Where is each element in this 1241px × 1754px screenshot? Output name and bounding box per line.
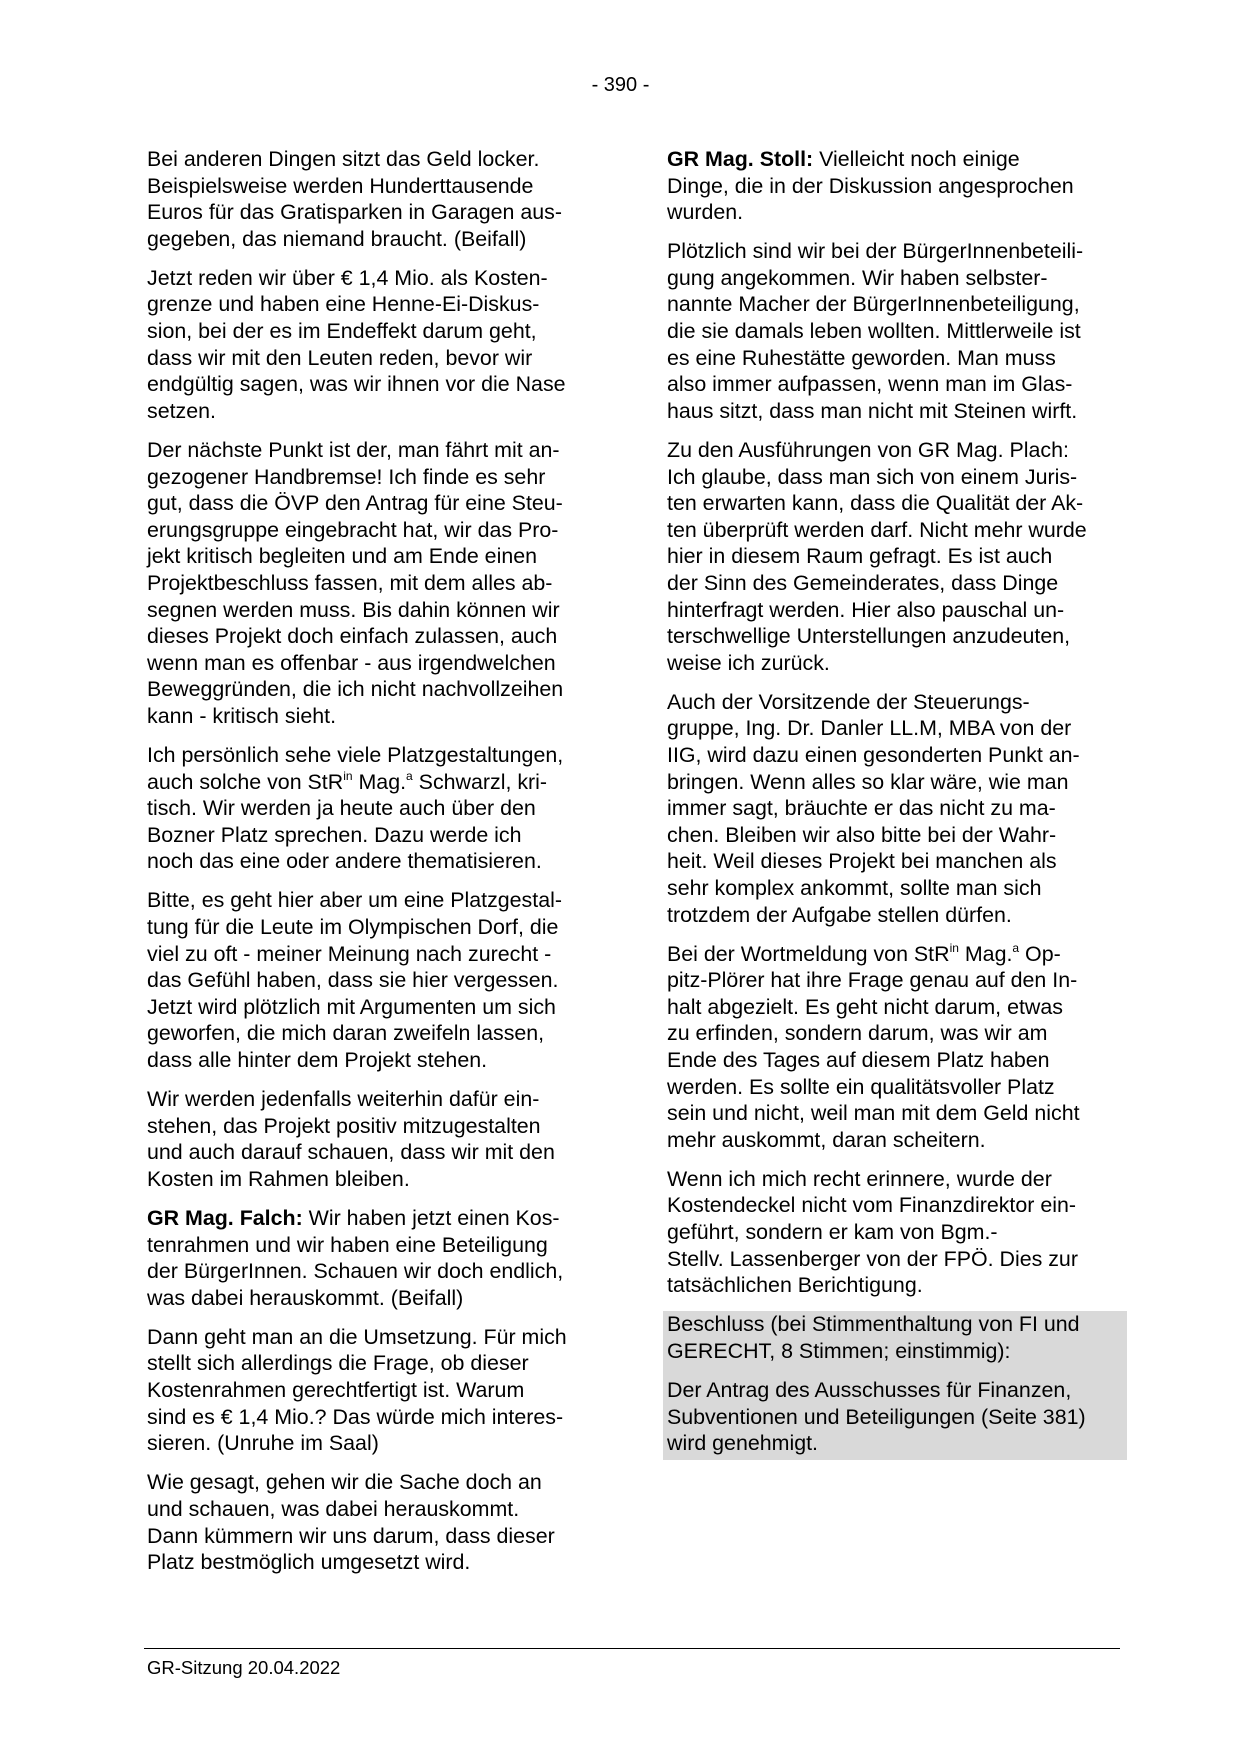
paragraph: Jetzt reden wir über € 1,4 Mio. als Kosten- grenze und haben eine Henne-Ei-Diskus- sion, bei der es im Endeffekt darum geht, dass wir mit den Leuten reden, bevor wir endgültig sagen, was wir ihnen vor die Nase setzen. xyxy=(147,265,566,423)
paragraph: Zu den Ausführungen von GR Mag. Plach: Ich glaube, dass man sich von einem Juris- ten erwarten kann, dass die Qualität der Ak- ten überprüft werden darf. Nicht mehr wurde hier in diesem Raum gefragt. Es ist auch der Sinn des Gemeinderates, dass Dinge hinterfragt werden. Hier also pauschal un- terschwellige Unterstellungen anzudeuten, weise ich zurück. xyxy=(667,437,1087,675)
superscript: in xyxy=(949,940,959,955)
text-run: Mag. xyxy=(958,941,1013,966)
paragraph: Bitte, es geht hier aber um eine Platzgestal- tung für die Leute im Olympischen Dorf, die viel zu oft - meiner Meinung nach zurecht - das Gefühl haben, dass sie hier vergessen. Jetzt wird plötzlich mit Argumenten um sich geworfen, die mich daran zweifeln lassen, dass alle hinter dem Projekt stehen. xyxy=(147,888,562,1072)
paragraph: Plötzlich sind wir bei der BürgerInnenbeteili- gung angekommen. Wir haben selbster- nannte Macher der BürgerInnenbeteiligung, die sie damals leben wollten. Mittlerweile ist es eine Ruhestätte geworden. Man muss also immer aufpassen, wenn man im Glas- haus sitzt, dass man nicht mit Steinen wirft. xyxy=(667,239,1084,423)
paragraph: Bei anderen Dingen sitzt das Geld locker. Beispielsweise werden Hunderttausende Euros für das Gratisparken in Garagen aus- gegeben, das niemand braucht. (Beifall) xyxy=(147,147,562,251)
right-column xyxy=(667,146,1123,1460)
paragraph: Wenn ich mich recht erinnere, wurde der Kostendeckel nicht vom Finanzdirektor ein- geführt, sondern er kam von Bgm.- Stellv. Lassenberger von der FPÖ. Dies zur tatsächlichen Berichtigung. xyxy=(667,1166,1078,1298)
footer-session-date: GR-Sitzung 20.04.2022 xyxy=(147,1657,341,1678)
resolution-heading: Beschluss (bei Stimmenthaltung von FI und GERECHT, 8 Stimmen; einstimmig): xyxy=(667,1312,1080,1363)
text-run: Mag. xyxy=(352,769,407,794)
resolution-box xyxy=(663,1311,1127,1459)
text-run: Vielleicht noch einige Dinge, die in der Diskussion angesprochen wurden. xyxy=(667,147,1074,225)
paragraph xyxy=(147,1205,602,1311)
superscript: in xyxy=(343,768,353,783)
page-number: - 390 - xyxy=(591,74,650,96)
superscript: a xyxy=(406,768,413,783)
paragraph: Dann geht man an die Umsetzung. Für mich stellt sich allerdings die Frage, ob dieser Kostenrahmen gerechtfertigt ist. Warum sind es € 1,4 Mio.? Das würde mich interes- sieren. (Unruhe im Saal) xyxy=(147,1324,567,1456)
paragraph xyxy=(667,941,1123,1154)
text-run: Schwarzl, kri- tisch. Wir werden ja heute auch über den Bozner Platz sprechen. Dazu werde ich noch das eine oder andere thematisieren. xyxy=(147,769,548,874)
paragraph xyxy=(667,146,1123,226)
speaker-name: GR Mag. Falch: xyxy=(147,1205,303,1230)
left-column xyxy=(147,146,602,1588)
text-run: Wir haben jetzt einen Kos- tenrahmen und wir haben eine Beteiligung der BürgerInnen. Schauen wir doch endlich, was dabei herauskommt. (Beifall) xyxy=(147,1205,564,1310)
resolution-text: Der Antrag des Ausschusses für Finanzen, Subventionen und Beteiligungen (Seite 381) wird genehmigt. xyxy=(667,1378,1086,1456)
paragraph: Wir werden jedenfalls weiterhin dafür ein- stehen, das Projekt positiv mitzugestalten und auch darauf schauen, dass wir mit den Kosten im Rahmen bleiben. xyxy=(147,1087,555,1191)
speaker-name: GR Mag. Stoll: xyxy=(667,147,814,171)
text-run: Op- pitz-Plörer hat ihre Frage genau auf den In- halt abgezielt. Es geht nicht darum, etwas zu erfinden, sondern darum, was wir am Ende des Tages auf diesem Platz haben werden. Es sollte ein qualitätsvoller Platz sein und nicht, weil man mit dem Geld nicht mehr auskommt, daran scheitern. xyxy=(667,941,1080,1152)
text-run: Bei der Wortmeldung von StR xyxy=(667,941,950,966)
text-run: Ich persönlich sehe viele Platzgestaltungen, auch solche von StR xyxy=(147,742,564,794)
paragraph: Wie gesagt, gehen wir die Sache doch an und schauen, was dabei herauskommt. Dann kümmern wir uns darum, dass dieser Platz bestmöglich umgesetzt wird. xyxy=(147,1470,555,1575)
paragraph xyxy=(147,742,602,875)
paragraph: Der nächste Punkt ist der, man fährt mit an- gezogener Handbremse! Ich finde es sehr gut, dass die ÖVP den Antrag für eine Steu- erungsgruppe eingebracht hat, wir das Pro- jekt kritisch begleiten und am Ende einen Projektbeschluss fassen, mit dem alles ab- segnen werden muss. Bis dahin können wir dieses Projekt doch einfach zulassen, auch wenn man es offenbar - aus irgendwelchen Beweggründen, die ich nicht nachvollzeihen kann - kritisch sieht. xyxy=(147,437,564,728)
footer-divider xyxy=(144,1648,1120,1649)
superscript: a xyxy=(1012,940,1020,955)
paragraph: Auch der Vorsitzende der Steuerungs- gruppe, Ing. Dr. Danler LL.M, MBA von der IIG, wird dazu einen gesonderten Punkt an- bringen. Wenn alles so klar wäre, wie man immer sagt, bräuchte er das nicht zu ma- chen. Bleiben wir also bitte bei der Wahr- heit. Weil dieses Projekt bei manchen als sehr komplex ankommt, sollte man sich trotzdem der Aufgabe stellen dürfen. xyxy=(667,689,1080,927)
